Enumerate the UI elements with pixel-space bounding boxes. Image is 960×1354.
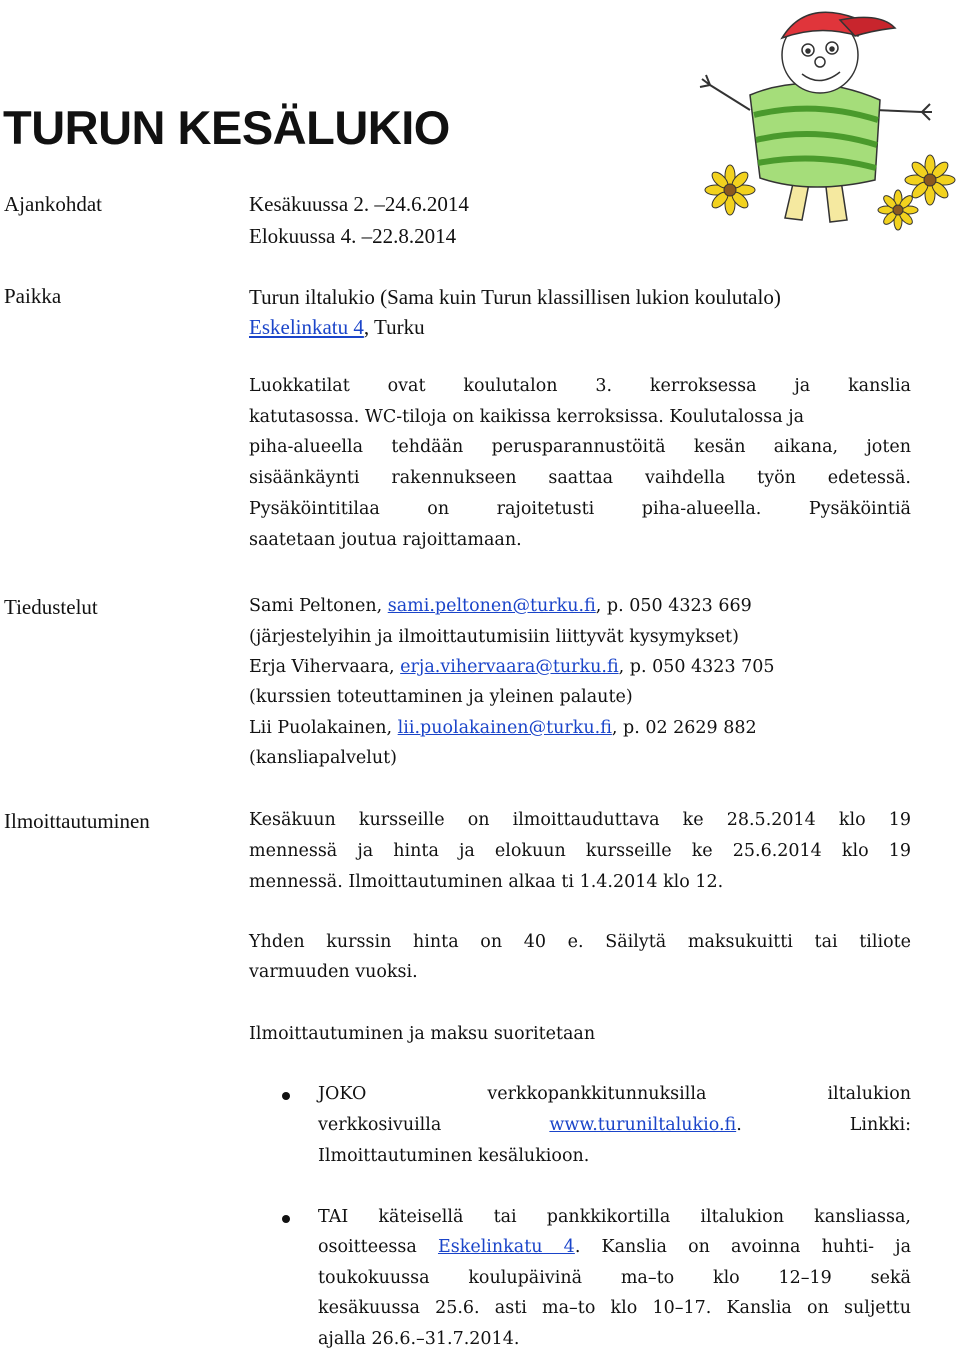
email-link[interactable]: lii.puolakainen@turku.fi <box>397 718 612 738</box>
bullet-line: kesäkuussa 25.6. asti ma–to klo 10–17. Kanslia on suljettu <box>318 1298 911 1318</box>
place-description: Turun iltalukio (Sama kuin Turun klassillisen lukion koulutalo) <box>249 285 781 309</box>
info-line: Pysäköintitilaa on rajoitetusti piha-alueella. Pysäköintiä <box>249 499 911 519</box>
bullet-icon <box>282 1092 290 1100</box>
label-ilmoittautuminen: Ilmoittautuminen <box>4 809 150 833</box>
date-august: Elokuussa 4. –22.8.2014 <box>249 224 457 248</box>
registration-line: mennessä. Ilmoittautuminen alkaa ti 1.4.2014 klo 12. <box>249 872 724 892</box>
label-tiedustelut: Tiedustelut <box>4 595 98 619</box>
website-link[interactable]: www.turuniltalukio.fi <box>549 1115 737 1135</box>
bullet-line: toukokuussa koulupäivinä ma–to klo 12–19 sekä <box>318 1268 911 1288</box>
contact-note: (kurssien toteuttaminen ja yleinen palaute) <box>249 687 633 707</box>
contact-note: (järjestelyihin ja ilmoittautumisiin liittyvät kysymykset) <box>249 627 739 647</box>
place-address: Eskelinkatu 4, Turku <box>249 315 425 339</box>
info-line: Luokkatilat ovat koulutalon 3. kerroksessa ja kanslia <box>249 376 911 396</box>
page-title: TURUN KESÄLUKIO <box>3 101 450 154</box>
contact-note: (kansliapalvelut) <box>249 748 397 768</box>
contact-row: Lii Puolakainen, lii.puolakainen@turku.fi, p. 02 2629 882 <box>249 718 757 738</box>
info-line: sisäänkäynti rakennukseen saattaa vaihdella työn edetessä. <box>249 468 911 488</box>
address-link[interactable]: Eskelinkatu 4 <box>437 1237 575 1257</box>
bullet-line: Ilmoittautuminen kesälukioon. <box>318 1146 590 1166</box>
info-line: piha-alueella tehdään perusparannustöitä kesän aikana, joten <box>249 437 911 457</box>
label-ajankohdat: Ajankohdat <box>4 192 102 216</box>
info-line: katutasossa. WC-tiloja on kaikissa kerroksissa. Koulutalossa ja <box>249 407 805 427</box>
registration-line: Kesäkuun kursseille on ilmoittauduttava ke 28.5.2014 klo 19 <box>249 810 911 830</box>
price-line: varmuuden vuoksi. <box>249 962 418 982</box>
bullet-icon <box>282 1215 290 1223</box>
label-paikka: Paikka <box>4 284 62 308</box>
email-link[interactable]: erja.vihervaara@turku.fi <box>400 657 619 677</box>
shirt <box>750 84 880 187</box>
address-link[interactable]: Eskelinkatu 4 <box>249 315 364 339</box>
info-line: saatetaan joutua rajoittamaan. <box>249 530 522 550</box>
email-link[interactable]: sami.peltonen@turku.fi <box>387 596 596 616</box>
contact-row: Erja Vihervaara, erja.vihervaara@turku.fi, p. 050 4323 705 <box>249 657 775 677</box>
bullet-line: verkkosivuilla www.turuniltalukio.fi. Linkki: <box>318 1115 911 1135</box>
bullet-line: TAI käteisellä tai pankkikortilla iltalukion kansliassa, <box>318 1207 911 1227</box>
bullet-line: JOKO verkkopankkitunnuksilla iltalukion <box>318 1084 911 1104</box>
payment-heading: Ilmoittautuminen ja maksu suoritetaan <box>249 1024 596 1044</box>
registration-line: mennessä ja hinta ja elokuun kursseille ke 25.6.2014 klo 19 <box>249 841 911 861</box>
bullet-line: ajalla 26.6.–31.7.2014. <box>318 1329 520 1349</box>
contact-row: Sami Peltonen, sami.peltonen@turku.fi, p. 050 4323 669 <box>249 596 752 616</box>
price-line: Yhden kurssin hinta on 40 e. Säilytä maksukuitti tai tiliote <box>249 932 911 952</box>
date-june: Kesäkuussa 2. –24.6.2014 <box>249 192 469 216</box>
bullet-line: osoitteessa Eskelinkatu 4. Kanslia on avoinna huhti- ja <box>318 1237 912 1257</box>
mascot-illustration <box>690 0 958 240</box>
